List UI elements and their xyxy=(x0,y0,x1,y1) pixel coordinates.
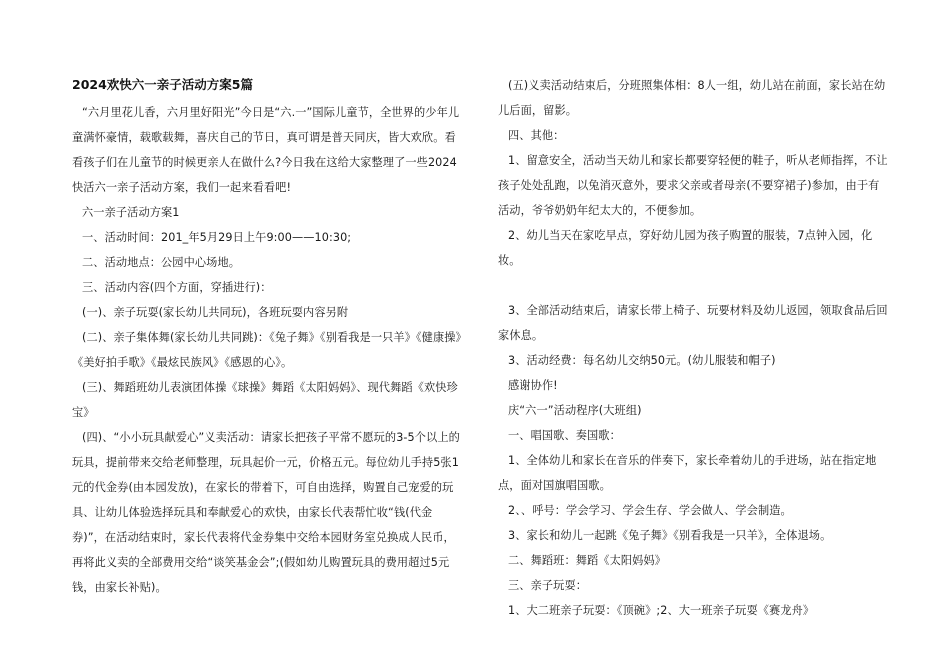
section-heading: 六一亲子活动方案1 xyxy=(82,206,180,219)
paragraph: 2、幼儿当天在家吃早点，穿好幼儿园为孩子购置的服装，7点钟入园，化妆。 xyxy=(498,229,873,267)
paragraph: 感谢协作! xyxy=(508,379,558,392)
paragraph: 3、活动经费：每名幼儿交纳50元。(幼儿服装和帽子) xyxy=(508,354,776,367)
paragraph: 三、活动内容(四个方面，穿插进行)： xyxy=(82,281,272,294)
paragraph: 一、唱国歌、奏国歌： xyxy=(508,429,621,442)
section-heading: 四、其他： xyxy=(508,129,565,142)
paragraph: (一)、亲子玩耍(家长幼儿共同玩)，各班玩耍内容另附 xyxy=(82,306,349,319)
section-heading: 庆“六一”活动程序(大班组) xyxy=(508,404,642,417)
paragraph: 一、活动时间：201_年5月29日上午9:00——10:30; xyxy=(82,231,352,244)
right-column xyxy=(498,73,890,623)
blank-line xyxy=(498,273,890,298)
paragraph: 二、活动地点：公园中心场地。 xyxy=(82,256,241,269)
paragraph: 1、大二班亲子玩耍：《顶碗》;2、大一班亲子玩耍《赛龙舟》 xyxy=(508,604,815,617)
paragraph: 2、、呼号：学会学习、学会生存、学会做人、学会制造。 xyxy=(508,504,792,517)
paragraph: 3、全部活动结束后，请家长带上椅子、玩要材料及幼儿返园，领取食品后回家休息。 xyxy=(498,304,888,342)
paragraph: (三)、舞蹈班幼儿表演团体操《球操》舞蹈《太阳妈妈》、现代舞蹈《欢快珍宝》 xyxy=(72,381,458,419)
paragraph: “六月里花儿香，六月里好阳光”今日是“六.一”国际儿童节，全世界的少年儿童满怀豪情，载歌载舞，喜庆自己的节日，真可谓是普天同庆，皆大欢欣。看看孩子们在儿童节的时候更亲人在做什么?今日我在这给大家整理了一些2024快活六一亲子活动方案，我们一起来看看吧! xyxy=(72,106,460,194)
paragraph: (二)、亲子集体舞(家长幼儿共同跳)：《兔子舞》《别看我是一只羊》《健康操》《美好拍手歌》《最炫民族风》《感恩的心》。 xyxy=(72,331,462,369)
paragraph: (四)、“小小玩具献爱心”义卖活动：请家长把孩子平常不愿玩的3-5个以上的玩具，提前带来交给老师整理，玩具起价一元，价格五元。每位幼儿手持5张1元的代金券(由本园发放)，在家长的带着下，可自由选择，购置自己宠爱的玩具、让幼儿体验选择玩具和奉献爱心的欢快，由家长代表帮忙收“钱(代金券)”，在活动结束时，家长代表将代金券集中交给本园财务室兑换成人民币，再将此义卖的全部费用交给“谈笑基金会”;(假如幼儿购置玩具的费用超过5元钱，由家长补贴)。 xyxy=(72,431,460,594)
paragraph: 3、家长和幼儿一起跳《兔子舞》《别看我是一只羊》，全体退场。 xyxy=(508,529,832,542)
document-title: 2024欢快六一亲子活动方案5篇 xyxy=(72,77,253,92)
paragraph: 1、全体幼儿和家长在音乐的伴奏下，家长牵着幼儿的手进场，站在指定地点，面对国旗唱国歌。 xyxy=(498,454,877,492)
left-column xyxy=(72,100,464,600)
paragraph: 二、舞蹈班：舞蹈《太阳妈妈》 xyxy=(508,554,667,567)
paragraph: 三、亲子玩耍： xyxy=(508,579,588,592)
paragraph: (五)义卖活动结束后，分班照集体相：8人一组，幼儿站在前面，家长站在幼儿后面，留影。 xyxy=(498,79,886,117)
paragraph: 1、留意安全，活动当天幼儿和家长都要穿轻便的鞋子，听从老师指挥，不让孩子处处乱跑，以兔消灭意外，要求父亲或者母亲(不要穿裙子)参加，由于有活动，爷爷奶奶年纪太大的，不便参加。 xyxy=(498,154,888,217)
